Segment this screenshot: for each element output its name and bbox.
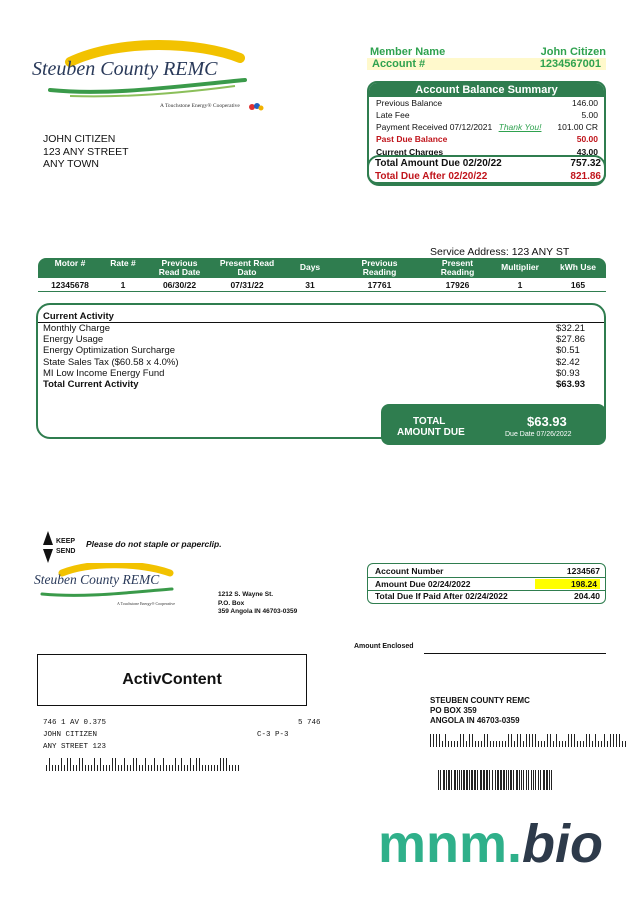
activity-row: [43, 357, 588, 368]
account-label: Account #: [372, 58, 426, 70]
barcode-bar: [205, 765, 206, 771]
barcode-bar: [443, 770, 445, 790]
barcode-bar: [478, 741, 479, 747]
summary-label: Previous Balance: [376, 98, 443, 108]
stub-total-after-row: [375, 591, 600, 601]
barcode-bar: [163, 758, 164, 771]
barcode-bar: [592, 741, 593, 747]
customer-town: ANY TOWN: [43, 158, 100, 170]
meter-value-cell: 165: [570, 280, 586, 290]
total-amount-due-box: [381, 404, 606, 445]
barcode-bar: [130, 765, 131, 771]
meter-header-cell: Days: [299, 262, 321, 272]
total-box-due-date: Due Date 07/26/2022: [505, 431, 572, 438]
scan-barcode: [438, 770, 554, 790]
barcode-bar: [508, 734, 509, 747]
barcode-bar: [523, 741, 524, 747]
barcode-bar: [460, 734, 461, 747]
barcode-bar: [148, 765, 149, 771]
barcode-bar: [100, 758, 101, 771]
activ-content-box: [37, 654, 307, 706]
barcode-bar: [79, 758, 80, 771]
barcode-bar: [82, 758, 83, 771]
barcode-bar: [61, 758, 62, 771]
payee-address: [430, 696, 530, 726]
barcode-bar: [533, 770, 534, 790]
barcode-bar: [550, 734, 551, 747]
barcode-bar: [103, 765, 104, 771]
stub-logo-text: Steuben County REMC: [34, 572, 160, 587]
remit-address: [218, 591, 297, 617]
total-after-value: 821.86: [570, 171, 601, 182]
activity-row: [43, 323, 588, 334]
barcode-bar: [67, 758, 68, 771]
barcode-bar: [440, 770, 441, 790]
summary-value: 50.00: [576, 134, 598, 144]
remit-line: 1212 S. Wayne St.: [218, 591, 274, 598]
barcode-bar: [466, 741, 467, 747]
remit-line: 359 Angola IN 46703-0359: [218, 608, 298, 615]
barcode-bar: [514, 741, 515, 747]
barcode-bar: [559, 741, 560, 747]
barcode-bar: [549, 770, 550, 790]
stub-total-after-label: Total Due If Paid After 02/24/2022: [375, 591, 508, 601]
barcode-bar: [430, 734, 431, 747]
watermark-part-1: mnm.: [378, 814, 523, 874]
barcode-bar: [471, 770, 473, 790]
barcode-bar: [526, 734, 527, 747]
barcode-bar: [238, 765, 239, 771]
barcode-bar: [211, 765, 212, 771]
barcode-bar: [508, 770, 509, 790]
barcode-bar: [112, 758, 113, 771]
mail-line-1-right: 5 746: [298, 719, 321, 727]
activity-label: MI Low Income Energy Fund: [43, 368, 165, 379]
activity-row: [43, 334, 588, 345]
barcode-bar: [474, 770, 476, 790]
barcode-bar: [495, 770, 496, 790]
barcode-bar: [133, 758, 134, 771]
meter-header-cell: Rate #: [110, 258, 136, 268]
barcode-bar: [532, 734, 533, 747]
barcode-bar: [535, 734, 536, 747]
stub-total-after-value: 204.40: [574, 591, 600, 601]
barcode-bar: [235, 765, 236, 771]
total-after-label: Total Due After 02/20/22: [375, 171, 488, 182]
barcode-bar: [181, 758, 182, 771]
barcode-bar: [520, 734, 521, 747]
barcode-bar: [622, 741, 623, 747]
barcode-bar: [229, 765, 230, 771]
activity-total-row: [43, 379, 588, 390]
barcode-bar: [556, 734, 557, 747]
barcode-bar: [124, 758, 125, 771]
barcode-bar: [497, 770, 499, 790]
barcode-bar: [513, 770, 514, 790]
stub-account-label: Account Number: [375, 566, 444, 576]
postal-barcode-right: [430, 733, 627, 747]
activity-label: Monthly Charge: [43, 323, 111, 334]
barcode-bar: [483, 770, 485, 790]
payee-line: PO BOX 359: [430, 706, 477, 715]
barcode-bar: [178, 765, 179, 771]
barcode-bar: [500, 770, 502, 790]
barcode-bar: [510, 770, 512, 790]
barcode-bar: [492, 770, 493, 790]
barcode-bar: [151, 765, 152, 771]
stub-amount-due-row: [375, 579, 600, 589]
barcode-bar: [448, 741, 449, 747]
barcode-bar: [214, 765, 215, 771]
meter-value-cell: 07/31/22: [230, 280, 264, 290]
barcode-bar: [160, 765, 161, 771]
barcode-bar: [481, 741, 482, 747]
barcode-bar: [166, 765, 167, 771]
remit-line: P.O. Box: [218, 599, 245, 607]
barcode-bar: [70, 758, 71, 771]
meter-value-cell: 1: [120, 280, 126, 290]
activity-value: $27.86: [556, 334, 586, 345]
barcode-bar: [64, 765, 65, 771]
customer-address: [43, 133, 129, 171]
amount-enclosed-field[interactable]: [424, 653, 606, 654]
watermark-part-2: bio: [522, 814, 604, 874]
summary-row-late-fee: [376, 110, 598, 120]
postal-barcode-left: [46, 757, 240, 771]
amount-enclosed-label: Amount Enclosed: [354, 643, 414, 650]
activity-label: State Sales Tax ($60.58 x 4.0%): [43, 357, 179, 368]
stub-account-box: [367, 563, 606, 604]
barcode-bar: [487, 734, 488, 747]
barcode-bar: [583, 741, 584, 747]
stub-amount-due-label: Amount Due 02/24/2022: [375, 579, 471, 589]
barcode-bar: [543, 770, 545, 790]
barcode-bar: [595, 734, 596, 747]
barcode-bar: [521, 770, 522, 790]
total-due-label: Total Amount Due 02/20/22: [375, 158, 502, 169]
barcode-bar: [446, 770, 447, 790]
barcode-bar: [604, 734, 605, 747]
barcode-bar: [544, 741, 545, 747]
summary-value: 101.00 CR: [557, 122, 598, 132]
barcode-bar: [145, 758, 146, 771]
barcode-bar: [551, 770, 552, 790]
barcode-bar: [76, 765, 77, 771]
meter-value-cell: 06/30/22: [162, 280, 197, 290]
summary-row-payment: [376, 122, 598, 132]
barcode-bar: [565, 741, 566, 747]
mail-line-2-right: C-3 P-3: [257, 731, 289, 739]
barcode-bar: [49, 758, 50, 771]
meter-header-cell: Previous Read Date: [158, 258, 201, 277]
barcode-bar: [496, 741, 497, 747]
summary-row-previous: [376, 98, 598, 108]
activ-content-text: ActivContent: [122, 671, 222, 688]
barcode-bar: [109, 765, 110, 771]
stub-divider: [368, 577, 605, 578]
service-address: Service Address: 123 ANY ST: [430, 246, 570, 258]
payee-line: ANGOLA IN 46703-0359: [430, 716, 520, 725]
barcode-bar: [58, 765, 59, 771]
barcode-bar: [196, 758, 197, 771]
barcode-bar: [580, 741, 581, 747]
total-after-row: [375, 171, 601, 182]
summary-title: Account Balance Summary: [369, 83, 604, 97]
total-box-label-2: AMOUNT DUE: [397, 427, 465, 438]
barcode-bar: [217, 765, 218, 771]
account-value: 1234567001: [539, 58, 601, 70]
meter-header-cell: Previous Reading: [361, 258, 398, 277]
meter-value-cell: 12345678: [51, 280, 89, 290]
watermark: [378, 814, 603, 874]
summary-label: Past Due Balance: [376, 134, 448, 144]
barcode-bar: [175, 758, 176, 771]
barcode-bar: [529, 734, 530, 747]
barcode-bar: [232, 765, 233, 771]
meter-value-cell: 1: [517, 280, 523, 290]
barcode-bar: [489, 770, 490, 790]
barcode-bar: [598, 741, 599, 747]
barcode-bar: [169, 765, 170, 771]
barcode-bar: [457, 741, 458, 747]
tagline: A Touchstone Energy® Cooperative: [160, 103, 240, 109]
barcode-bar: [506, 770, 507, 790]
activity-label: Energy Usage: [43, 334, 104, 345]
barcode-bar: [577, 741, 578, 747]
logo-text: Steuben County REMC: [32, 58, 218, 80]
barcode-bar: [475, 741, 476, 747]
barcode-bar: [607, 741, 608, 747]
barcode-bar: [193, 765, 194, 771]
barcode-bar: [442, 741, 443, 747]
barcode-bar: [46, 765, 47, 771]
barcode-bar: [526, 770, 527, 790]
barcode-bar: [502, 741, 503, 747]
barcode-bar: [568, 734, 569, 747]
stub-account-value: 1234567: [566, 566, 600, 576]
barcode-bar: [190, 758, 191, 771]
meter-value-cell: 31: [305, 280, 315, 290]
barcode-bar: [139, 765, 140, 771]
send-label: SEND: [56, 548, 76, 555]
barcode-bar: [97, 765, 98, 771]
barcode-bar: [535, 770, 536, 790]
summary-label: Late Fee: [376, 110, 410, 120]
mail-line-3: ANY STREET 123: [43, 743, 107, 751]
barcode-bar: [463, 770, 465, 790]
barcode-bar: [223, 758, 224, 771]
customer-name: JOHN CITIZEN: [43, 133, 116, 145]
barcode-bar: [511, 734, 512, 747]
barcode-bar: [433, 734, 434, 747]
barcode-bar: [52, 765, 53, 771]
barcode-bar: [220, 758, 221, 771]
barcode-bar: [540, 770, 541, 790]
barcode-bar: [480, 770, 482, 790]
barcode-bar: [226, 758, 227, 771]
meter-header-cell: kWh Use: [560, 262, 596, 272]
member-name-row: [370, 46, 606, 58]
activity-value: $0.93: [556, 368, 580, 379]
activity-value: $32.21: [556, 323, 586, 334]
barcode-bar: [94, 758, 95, 771]
payee-line: STEUBEN COUNTY REMC: [430, 696, 530, 705]
summary-label: Payment Received 07/12/2021: [376, 122, 493, 132]
barcode-bar: [553, 741, 554, 747]
barcode-bar: [451, 741, 452, 747]
activity-title: Current Activity: [43, 311, 114, 322]
barcode-bar: [589, 734, 590, 747]
barcode-bar: [445, 734, 446, 747]
meter-header-cell: Present Reading: [440, 258, 475, 277]
member-name-label: Member Name: [370, 46, 446, 58]
barcode-bar: [490, 741, 491, 747]
barcode-bar: [517, 734, 518, 747]
barcode-bar: [157, 765, 158, 771]
barcode-bar: [85, 765, 86, 771]
summary-value: 43.00: [576, 147, 598, 157]
total-box-label-1: TOTAL: [413, 416, 446, 427]
barcode-bar: [461, 770, 462, 790]
barcode-bar: [472, 734, 473, 747]
barcode-bar: [88, 765, 89, 771]
barcode-bar: [586, 734, 587, 747]
barcode-bar: [459, 770, 460, 790]
barcode-bar: [454, 741, 455, 747]
thank-you-text: Thank You!: [498, 122, 542, 132]
barcode-bar: [574, 734, 575, 747]
barcode-bar: [625, 741, 626, 747]
stub-account-row: [375, 566, 600, 576]
barcode-bar: [121, 765, 122, 771]
barcode-bar: [438, 770, 439, 790]
stub-tagline: A Touchstone Energy® Cooperative: [117, 601, 176, 606]
activity-row: [43, 345, 588, 356]
barcode-bar: [547, 734, 548, 747]
barcode-bar: [493, 741, 494, 747]
summary-value: 146.00: [572, 98, 598, 108]
barcode-bar: [457, 770, 458, 790]
barcode-bar: [562, 741, 563, 747]
barcode-bar: [115, 758, 116, 771]
customer-street: 123 ANY STREET: [43, 145, 129, 158]
activity-total-label: Total Current Activity: [43, 379, 139, 390]
barcode-bar: [528, 770, 529, 790]
staple-notice: Please do not staple or paperclip.: [86, 539, 222, 549]
barcode-bar: [503, 770, 505, 790]
barcode-bar: [531, 770, 532, 790]
barcode-bar: [91, 765, 92, 771]
barcode-bar: [619, 734, 620, 747]
barcode-bar: [118, 765, 119, 771]
barcode-bar: [571, 734, 572, 747]
activity-label: Energy Optimization Surcharge: [43, 345, 176, 356]
barcode-bar: [448, 770, 450, 790]
barcode-bar: [477, 770, 478, 790]
barcode-bar: [486, 770, 488, 790]
touchstone-icon: [248, 99, 264, 109]
barcode-bar: [610, 734, 611, 747]
barcode-bar: [451, 770, 452, 790]
summary-row-past-due: [376, 134, 598, 144]
company-logo: [30, 40, 260, 110]
barcode-bar: [616, 734, 617, 747]
meter-value-cell: 17761: [367, 280, 392, 290]
barcode-bar: [439, 734, 440, 747]
barcode-bar: [127, 765, 128, 771]
barcode-bar: [136, 758, 137, 771]
barcode-bar: [613, 734, 614, 747]
barcode-bar: [187, 765, 188, 771]
account-row: [367, 58, 606, 70]
barcode-bar: [601, 741, 602, 747]
meter-header-cell: Motor #: [54, 258, 86, 268]
barcode-bar: [172, 765, 173, 771]
summary-label: Current Charges: [376, 147, 444, 157]
total-due-value: 757.32: [570, 158, 601, 169]
mail-line-2-left: JOHN CITIZEN: [43, 731, 98, 739]
barcode-bar: [499, 741, 500, 747]
meter-header-cell: Multiplier: [501, 262, 539, 272]
barcode-bar: [538, 741, 539, 747]
meter-table-divider: [38, 291, 606, 292]
barcode-bar: [523, 770, 524, 790]
barcode-bar: [454, 770, 456, 790]
total-due-row: [375, 158, 601, 169]
barcode-bar: [202, 765, 203, 771]
meter-header-cell: Present Read Dato: [219, 258, 275, 277]
summary-value: 5.00: [581, 110, 598, 120]
barcode-bar: [484, 734, 485, 747]
barcode-bar: [142, 765, 143, 771]
activity-value: $0.51: [556, 345, 580, 356]
total-box-value: $63.93: [527, 414, 567, 429]
barcode-bar: [466, 770, 468, 790]
barcode-bar: [436, 734, 437, 747]
activity-total-value: $63.93: [556, 379, 586, 390]
barcode-bar: [184, 765, 185, 771]
keep-label: KEEP: [56, 538, 76, 545]
barcode-bar: [469, 734, 470, 747]
barcode-bar: [546, 770, 548, 790]
barcode-bar: [463, 734, 464, 747]
barcode-bar: [519, 770, 520, 790]
barcode-bar: [541, 741, 542, 747]
barcode-bar: [516, 770, 518, 790]
barcode-bar: [106, 765, 107, 771]
stub-amount-due-value: 198.24: [535, 579, 600, 589]
barcode-bar: [538, 770, 539, 790]
barcode-bar: [55, 765, 56, 771]
barcode-bar: [208, 765, 209, 771]
barcode-bar: [199, 758, 200, 771]
activity-row: [43, 368, 588, 379]
member-name-value: John Citizen: [540, 46, 606, 58]
meter-value-cell: 17926: [445, 280, 470, 290]
mail-line-1-left: 746 1 AV 0.375: [43, 719, 107, 727]
barcode-bar: [154, 758, 155, 771]
activity-value: $2.42: [556, 357, 580, 368]
barcode-bar: [505, 741, 506, 747]
barcode-bar: [469, 770, 470, 790]
barcode-bar: [73, 765, 74, 771]
